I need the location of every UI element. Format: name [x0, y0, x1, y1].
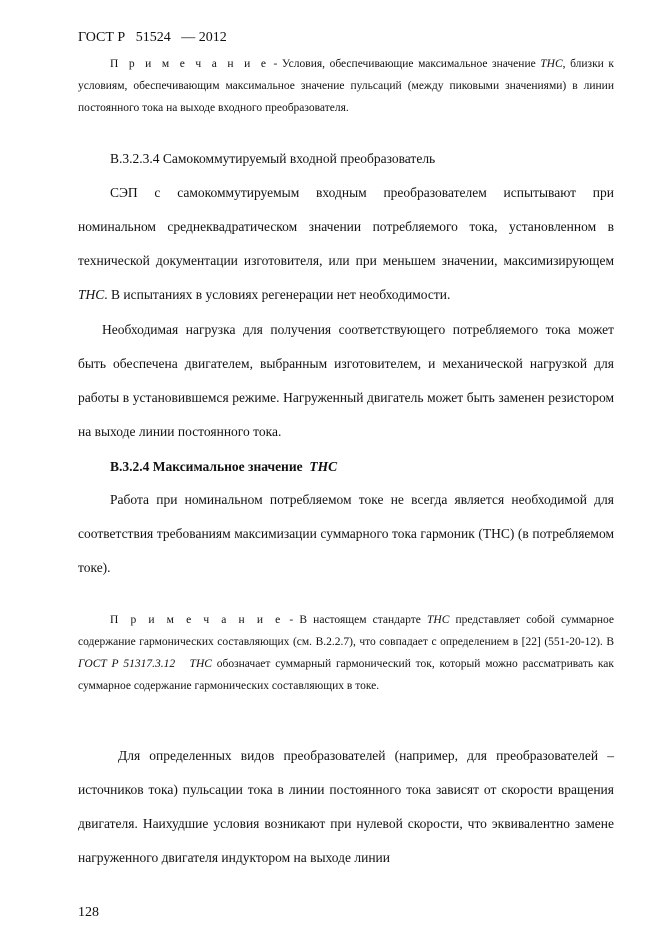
section-title-b3234: В.3.2.3.4 Самокоммутируемый входной преобразователь	[110, 151, 436, 166]
note-label: П р и м е ч а н и е	[110, 58, 269, 70]
section-title-text: В.3.2.4 Максимальное значение	[110, 459, 303, 474]
note-2	[78, 609, 614, 697]
ths-term: ТНС	[427, 614, 450, 626]
document-header	[78, 30, 227, 46]
paragraph-text: СЭП с самокоммутируемым входным преобразователем испытывают при номинальном среднеквадратическом значении потребляемого тока, установленном в технической документации изготовителя, или при меньшем значении, максимизирующем	[78, 185, 614, 268]
ths-term: ТНС	[189, 658, 212, 670]
section-title-b324	[110, 459, 337, 475]
note-text: обозначает суммарный гармонический ток, который можно рассматривать как суммарное содержание гармонических составляющих в токе.	[78, 658, 614, 692]
note-text: представляет собой суммарное содержание гармонических составляющих (см. В.2.2.7), что совпадает с определением в [22] (551-20-12). В	[78, 614, 614, 648]
paragraph	[78, 176, 614, 312]
paragraph: Работа при номинальном потребляемом токе не всегда является необходимой для соответствия требованиям максимизации суммарного тока гармоник (ТНС) (в потребляемом токе).	[78, 492, 614, 575]
note-text: - Условия, обеспечивающие максимальное значение	[268, 58, 541, 70]
ths-term: ТНС	[540, 58, 563, 70]
page-number: 128	[78, 905, 99, 920]
paragraph-text: . В испытаниях в условиях регенерации нет необходимости.	[104, 287, 451, 302]
note-label: П р и м е ч а н и е	[110, 614, 284, 626]
ths-term: ТНС	[309, 459, 338, 474]
ths-term: ТНС	[78, 287, 105, 302]
header-standard: ГОСТ Р	[78, 30, 126, 45]
note-1	[78, 53, 614, 119]
note-text: - В настоящем стандарте	[283, 614, 427, 626]
gost-reference: ГОСТ Р 51317.3.12	[78, 658, 176, 670]
header-year: — 2012	[181, 30, 227, 45]
header-number: 51524	[135, 30, 171, 45]
paragraph: Для определенных видов преобразователей (например, для преобразователей – источников тока) пульсации тока в линии постоянного тока зависят от скорости вращения двигателя. Наихудшие условия возникают при нулевой скорости, что эквивалентно замене нагруженного двигателя индуктором на выходе линии	[78, 748, 614, 865]
paragraph: Необходимая нагрузка для получения соответствующего потребляемого тока может быть обеспечена двигателем, выбранным изготовителем, и механической нагрузкой для работы в установившемся режиме. Нагруженный двигатель может быть заменен резистором на выходе линии постоянного тока.	[78, 322, 614, 439]
note-text: , близки к условиям, обеспечивающим максимальное значение пульсаций (между пиковыми значениями) в линии постоянного тока на выходе входного преобразователя.	[78, 58, 614, 114]
